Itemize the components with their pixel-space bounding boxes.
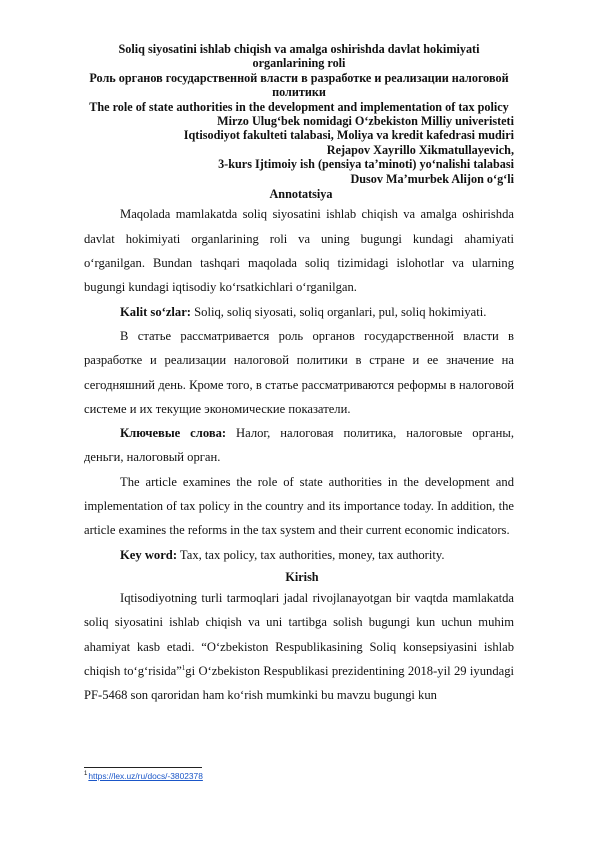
keywords-english <box>84 543 514 567</box>
author-affiliation-university: Mirzo Ulug‘bek nomidagi O‘zbekiston Milliy univeristeti <box>217 114 514 129</box>
title-uzbek: Soliq siyosatini ishlab chiqish va amalga oshirishda davlat hokimiyati organlarining roli <box>118 42 480 71</box>
keywords-russian-text: Налог, налоговая политика, налоговые органы, деньги, налоговый орган. <box>84 426 514 465</box>
intro-text-part1: Iqtisodiyotning turli tarmoqlari jadal rivojlanayotgan bir vaqtda mamlakatda soliq siyosatini ishlab chiqish va uni tartibga solish bugungi kun uchun muhim ahamiyat kasb etadi. “O‘zbekiston Respublikasining Soliq konsepsiyasini ishlab chiqish to‘g‘risida” <box>84 590 514 678</box>
abstract-uzbek: Maqolada mamlakatda soliq siyosatini ishlab chiqish va amalga oshirishda davlat hokimiyati organlarining roli va uning bugungi kundagi ahamiyati o‘rganilgan. Bundan tashqari maqolada soliq tizimidagi islohotlar va ularning bugungi kundagi iqtisodiy ko‘rsatkichlari o‘rganilgan. <box>84 207 514 295</box>
keywords-russian-label: Ключевые слова: <box>120 426 227 441</box>
footnote-link[interactable]: https://lex.uz/ru/docs/-3802378 <box>88 771 203 781</box>
keywords-uzbek-label: Kalit so‘zlar: <box>120 304 191 319</box>
document-page <box>84 42 514 707</box>
keywords-russian <box>84 421 514 470</box>
intro-text-part2: gi O‘zbekiston Respublikasi prezidentining 2018-yil 29 iyundagi PF-5468 son qaroridan ham ko‘rish mumkinki bu mavzu bugungi kun <box>84 663 514 703</box>
keywords-uzbek <box>84 300 514 324</box>
keywords-english-text: Tax, tax policy, tax authorities, money, tax authority. <box>177 547 445 562</box>
footnote <box>84 771 203 781</box>
author-name-1: Rejapov Xayrillo Xikmatullayevich, <box>326 142 514 157</box>
author-name-2: Dusov Ma’murbek Alijon o‘g‘li <box>350 171 514 186</box>
footnote-divider <box>84 767 202 768</box>
intro-paragraph <box>84 586 514 707</box>
intro-heading: Kirish <box>285 569 319 584</box>
abstract-english: The article examines the role of state authorities in the development and implementation of tax policy in the country and its importance today. In addition, the article examines the reforms in the tax system and their current economic indicators. <box>84 474 514 538</box>
abstract-russian: В статье рассматривается роль органов государственной власти в разработке и реализации налоговой политики в стране и ее значение на сегодняшний день. Кроме того, в статье рассматриваются реформы в налоговой системе и их текущие экономические показатели. <box>84 328 514 416</box>
keywords-english-label: Key word: <box>120 547 178 562</box>
footnote-number: 1 <box>84 771 88 778</box>
author-affiliation-faculty: Iqtisodiyot fakulteti talabasi, Moliya va kredit kafedrasi mudiri <box>183 128 514 143</box>
keywords-uzbek-text: Soliq, soliq siyosati, soliq organlari, pul, soliq hokimiyati. <box>191 304 487 319</box>
annotation-heading: Annotatsiya <box>269 187 333 202</box>
title-english: The role of state authorities in the development and implementation of tax policy <box>89 99 509 114</box>
author-affiliation-program: 3-kurs Ijtimoiy ish (pensiya ta’minoti) yo‘nalishi talabasi <box>218 157 514 172</box>
footnote-reference[interactable]: 1 <box>181 663 186 672</box>
title-russian: Роль органов государственной власти в разработке и реализации налоговой политики <box>89 70 509 100</box>
